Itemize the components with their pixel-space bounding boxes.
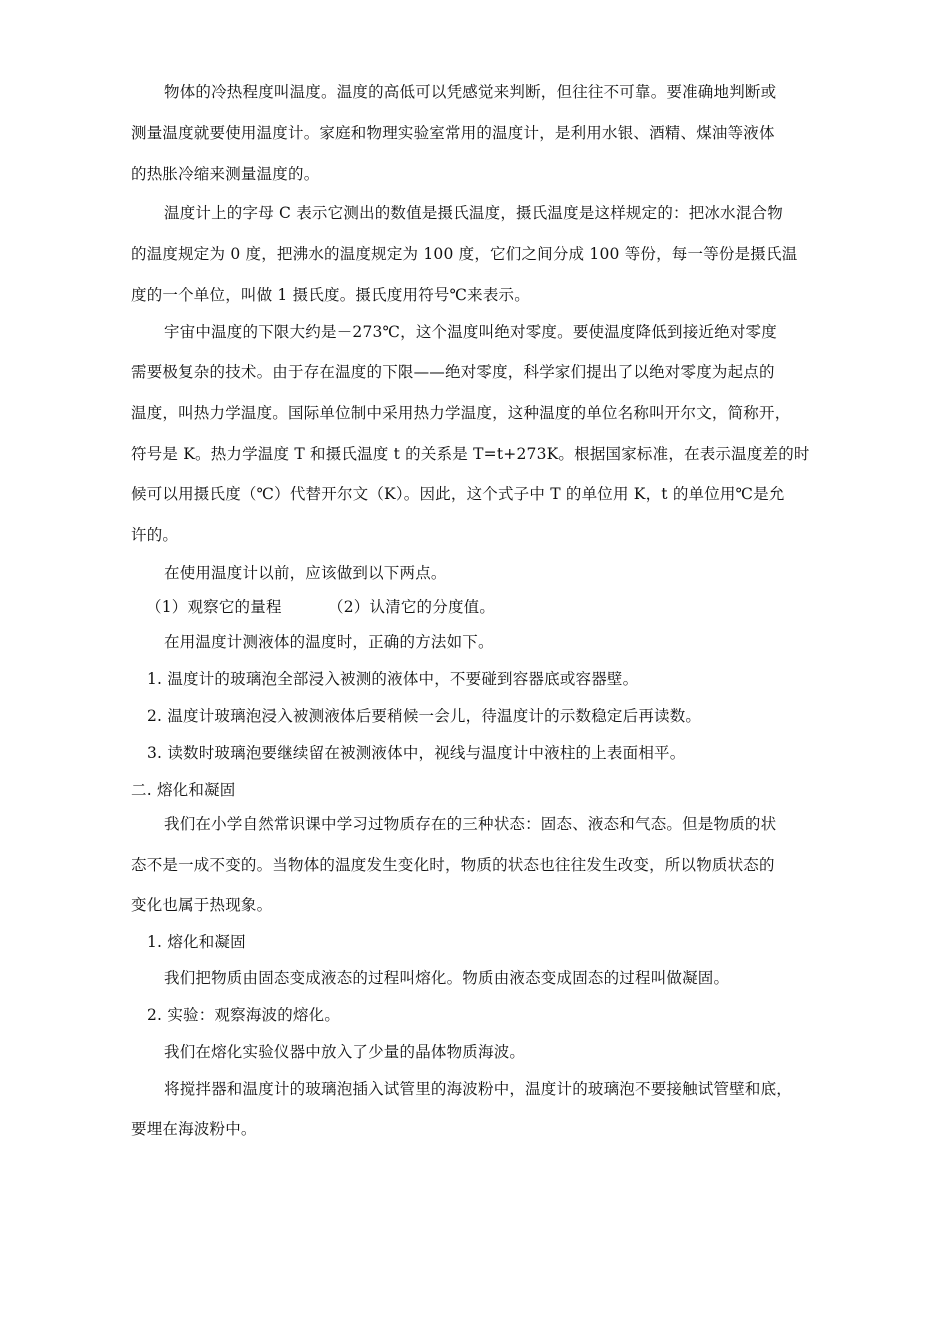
paragraph-line: 候可以用摄氏度（℃）代替开尔文（K）。因此，这个式子中 T 的单位用 K，t 的单位用℃是允: [131, 485, 785, 503]
paragraph-line: 要埋在海波粉中。: [131, 1120, 257, 1138]
paragraph-line: 需要极复杂的技术。由于存在温度的下限——绝对零度，科学家们提出了以绝对零度为起点的: [131, 363, 775, 381]
paragraph-line: 物体的冷热程度叫温度。温度的高低可以凭感觉来判断，但往往不可靠。要准确地判断或: [164, 83, 777, 101]
paragraph-line: 我们把物质由固态变成液态的过程叫熔化。物质由液态变成固态的过程叫做凝固。: [164, 969, 730, 987]
paragraph-line: 测量温度就要使用温度计。家庭和物理实验室常用的温度计，是利用水银、酒精、煤油等液体: [131, 124, 775, 142]
subsection-heading: 1. 熔化和凝固: [147, 933, 246, 951]
section-heading: 二. 熔化和凝固: [131, 781, 236, 799]
paragraph-line: 符号是 K。热力学温度 T 和摄氏温度 t 的关系是 T=t+273K。根据国家标准，在表示温度差的时: [131, 445, 810, 463]
point-item: （1）观察它的量程: [146, 598, 282, 616]
paragraph-line: 态不是一成不变的。当物体的温度发生变化时，物质的状态也往往发生改变，所以物质状态的: [131, 856, 775, 874]
paragraph-line: 我们在熔化实验仪器中放入了少量的晶体物质海波。: [164, 1043, 526, 1061]
paragraph-line: 在使用温度计以前，应该做到以下两点。: [164, 564, 447, 582]
list-item: 1. 温度计的玻璃泡全部浸入被测的液体中，不要碰到容器底或容器壁。: [147, 670, 639, 688]
paragraph-line: 的温度规定为 0 度，把沸水的温度规定为 100 度，它们之间分成 100 等份，每一等份是摄氏温: [131, 245, 798, 263]
paragraph-line: 温度，叫热力学温度。国际单位制中采用热力学温度，这种温度的单位名称叫开尔文，简称开，: [131, 404, 791, 422]
list-item: 3. 读数时玻璃泡要继续留在被测液体中，视线与温度计中液柱的上表面相平。: [147, 744, 686, 762]
paragraph-line: 度的一个单位，叫做 1 摄氏度。摄氏度用符号℃来表示。: [131, 286, 530, 304]
paragraph-line: 变化也属于热现象。: [131, 896, 273, 914]
paragraph-line: 许的。: [131, 526, 179, 544]
point-item: （2）认清它的分度值。: [328, 598, 496, 616]
list-item: 2. 温度计玻璃泡浸入被测液体后要稍候一会儿，待温度计的示数稳定后再读数。: [147, 707, 702, 725]
paragraph-line: 宇宙中温度的下限大约是－273℃，这个温度叫绝对零度。要使温度降低到接近绝对零度: [164, 323, 777, 341]
paragraph-line: 在用温度计测液体的温度时，正确的方法如下。: [164, 633, 494, 651]
paragraph-line: 我们在小学自然常识课中学习过物质存在的三种状态：固态、液态和气态。但是物质的状: [164, 815, 777, 833]
paragraph-line: 将搅拌器和温度计的玻璃泡插入试管里的海波粉中，温度计的玻璃泡不要接触试管壁和底，: [164, 1080, 793, 1098]
paragraph-line: 的热胀冷缩来测量温度的。: [131, 165, 320, 183]
paragraph-line: 温度计上的字母 C 表示它测出的数值是摄氏温度，摄氏温度是这样规定的：把冰水混合物: [164, 204, 783, 222]
subsection-heading: 2. 实验：观察海波的熔化。: [147, 1006, 341, 1024]
